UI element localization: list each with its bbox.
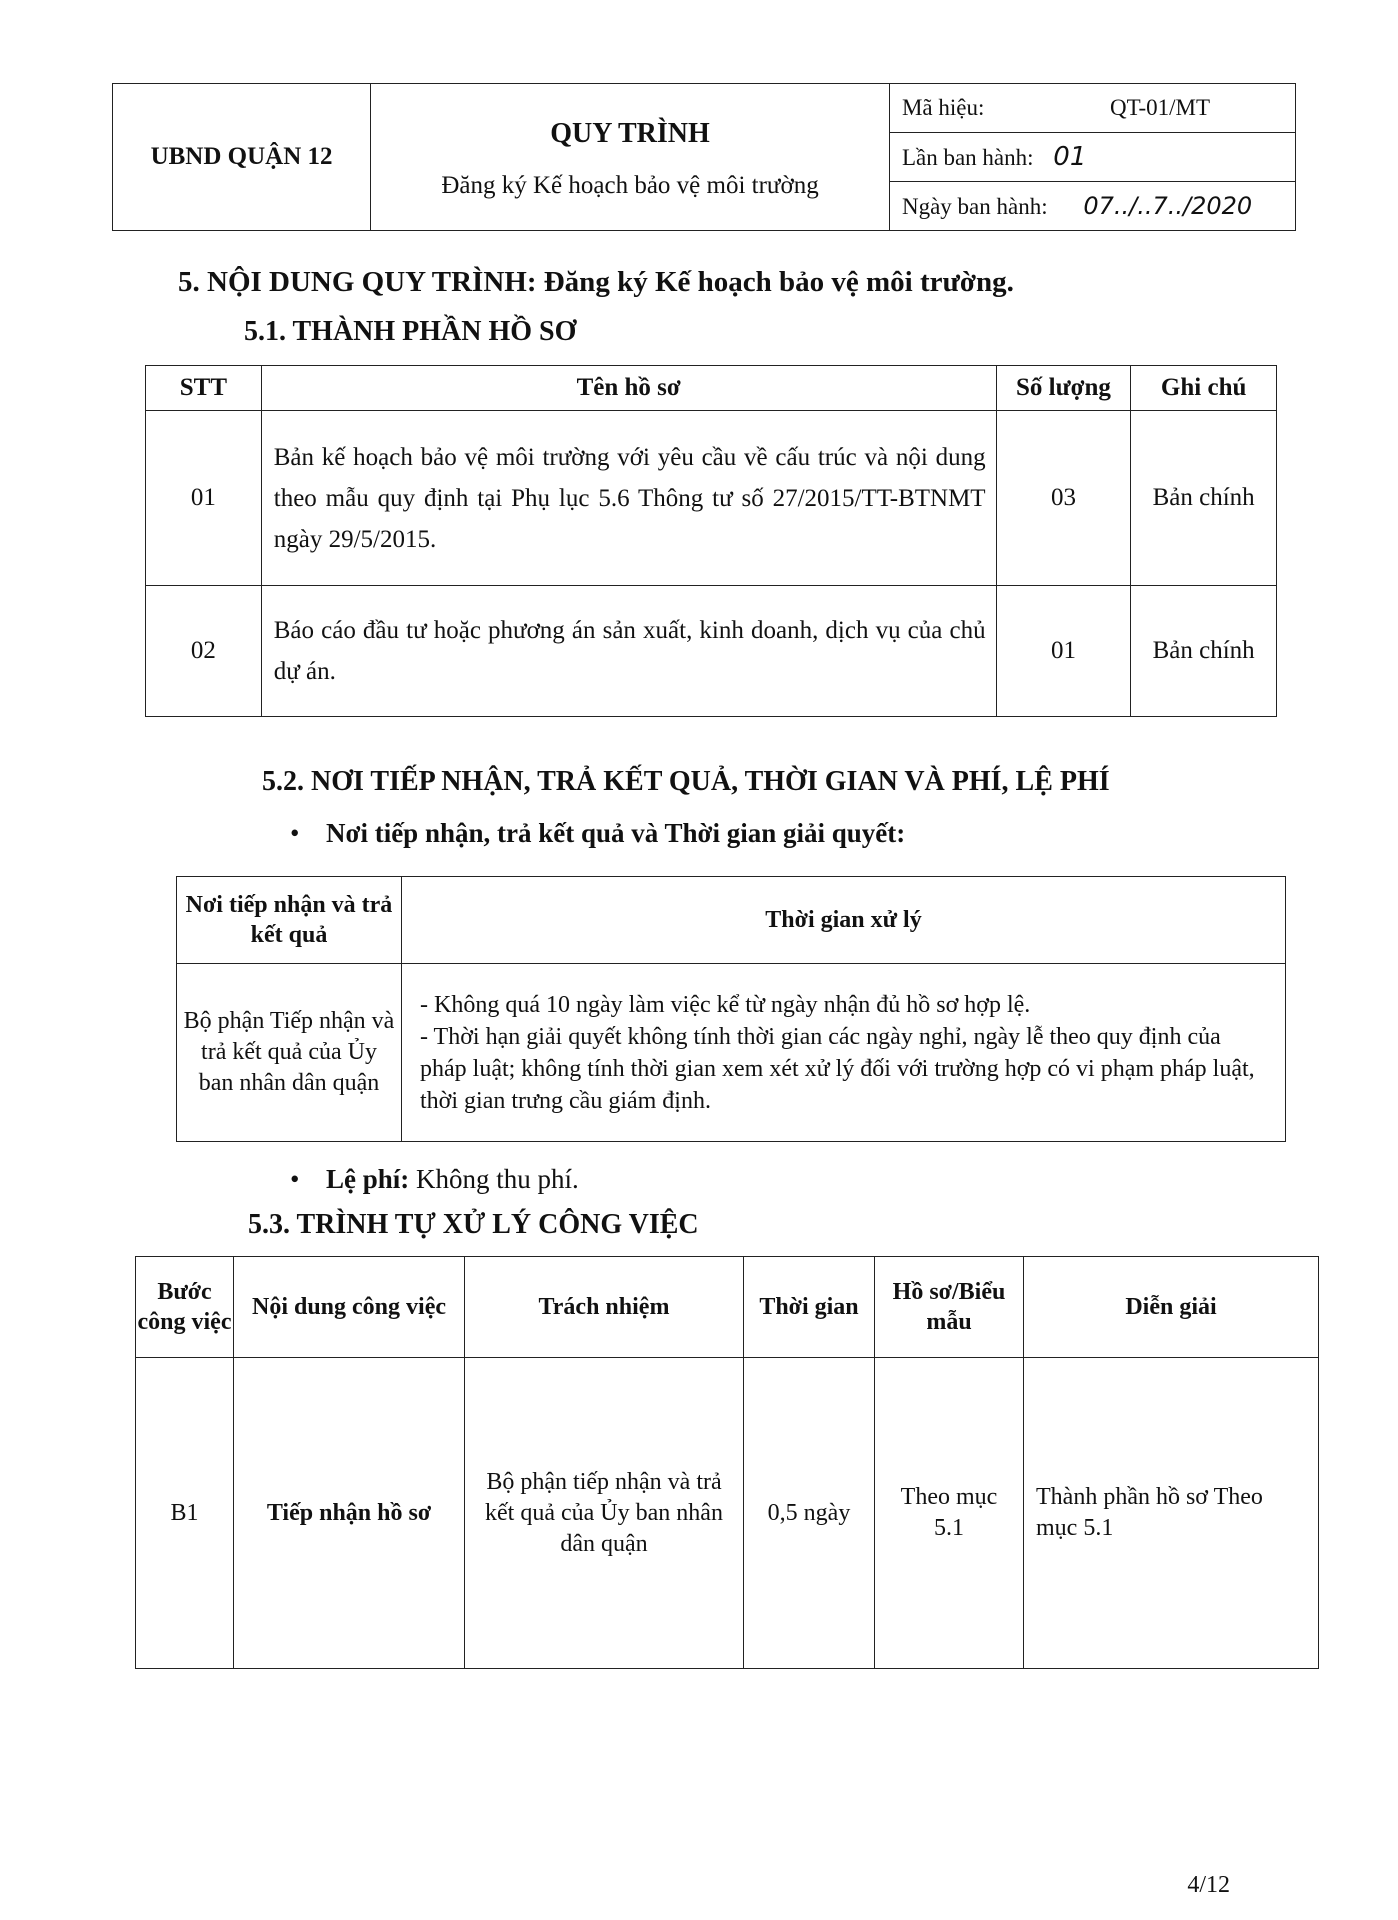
date-label: Ngày ban hành: (901, 194, 1048, 219)
issue-label: Lần ban hành: (901, 145, 1034, 170)
bullet-reception-text: Nơi tiếp nhận, trả kết quả và Thời gian giải quyết: (326, 818, 906, 848)
bullet-icon: • (290, 1164, 300, 1194)
column-header: Diễn giải (1024, 1257, 1319, 1358)
page-number: 4/12 (1187, 1872, 1230, 1898)
document-name: Báo cáo đầu tư hoặc phương án sản xuất, kinh doanh, dịch vụ của chủ dự án. (261, 586, 996, 717)
code-cell (889, 84, 1295, 133)
step-form: Theo mục 5.1 (875, 1358, 1024, 1669)
column-header: Trách nhiệm (465, 1257, 744, 1358)
processing-time-line: - Thời hạn giải quyết không tính thời gian các ngày nghỉ, ngày lễ theo quy định của pháp luật; không tính thời gian xem xét xử lý đối với trường hợp có vi phạm pháp luật, thời gian trưng cầu giám định. (420, 1023, 1255, 1114)
organization-cell (113, 84, 371, 231)
document-quantity: 01 (996, 586, 1131, 717)
document-note: Bản chính (1131, 586, 1277, 717)
date-value: 07../..7../2020 (1083, 192, 1253, 220)
column-header: STT (146, 366, 262, 411)
table-header-row (177, 877, 1286, 964)
processing-time-line: - Không quá 10 ngày làm việc kể từ ngày nhận đủ hồ sơ hợp lệ. (420, 991, 1031, 1018)
table-row (146, 411, 1277, 586)
workflow-table (135, 1256, 1319, 1669)
procedure-cell (371, 84, 890, 231)
table-header-row (136, 1257, 1319, 1358)
column-header: Hồ sơ/Biểu mẫu (875, 1257, 1024, 1358)
section-5-2-title: 5.2. NƠI TIẾP NHẬN, TRẢ KẾT QUẢ, THỜI GIAN VÀ PHÍ, LỆ PHÍ (262, 766, 1110, 797)
issue-cell (889, 133, 1295, 182)
table-header-row (146, 366, 1277, 411)
column-header: Thời gian (744, 1257, 875, 1358)
procedure-name: Đăng ký Kế hoạch bảo vệ môi trường (441, 172, 819, 199)
table-row (136, 1358, 1319, 1669)
step-code: B1 (136, 1358, 234, 1669)
document-quantity: 03 (996, 411, 1131, 586)
step-explanation: Thành phần hồ sơ Theo mục 5.1 (1024, 1358, 1319, 1669)
column-header: Ghi chú (1131, 366, 1277, 411)
step-responsible: Bộ phận tiếp nhận và trả kết quả của Ủy ban nhân dân quận (465, 1358, 744, 1669)
step-content: Tiếp nhận hồ sơ (234, 1358, 465, 1669)
section-5-title: 5. NỘI DUNG QUY TRÌNH: Đăng ký Kế hoạch bảo vệ môi trường. (178, 266, 1014, 298)
fee-value: Không thu phí. (416, 1164, 579, 1194)
section-5-1-title: 5.1. THÀNH PHẦN HỒ SƠ (244, 316, 577, 347)
column-header-time: Thời gian xử lý (402, 877, 1286, 964)
processing-time (402, 964, 1286, 1142)
bullet-reception (290, 818, 905, 849)
table-row (146, 586, 1277, 717)
document-header (112, 83, 1296, 231)
document-note: Bản chính (1131, 411, 1277, 586)
documents-table (145, 365, 1277, 717)
document-type: QUY TRÌNH (550, 118, 710, 149)
column-header: Nội dung công việc (234, 1257, 465, 1358)
row-number: 02 (146, 586, 262, 717)
date-cell (889, 182, 1295, 231)
reception-table (176, 876, 1286, 1142)
column-header: Tên hồ sơ (261, 366, 996, 411)
fee-label: Lệ phí: (326, 1164, 410, 1194)
document-name: Bản kế hoạch bảo vệ môi trường với yêu cầu về cấu trúc và nội dung theo mẫu quy định tại Phụ lục 5.6 Thông tư số 27/2015/TT-BTNMT ngày 29/5/2015. (261, 411, 996, 586)
table-row (177, 964, 1286, 1142)
row-number: 01 (146, 411, 262, 586)
section-5-3-title: 5.3. TRÌNH TỰ XỬ LÝ CÔNG VIỆC (248, 1209, 699, 1240)
column-header: Bước công việc (136, 1257, 234, 1358)
organization-name: UBND QUẬN 12 (150, 143, 333, 170)
bullet-fee (290, 1164, 579, 1195)
column-header-place: Nơi tiếp nhận và trả kết quả (177, 877, 402, 964)
column-header: Số lượng (996, 366, 1131, 411)
code-value: QT-01/MT (1109, 95, 1211, 120)
reception-place: Bộ phận Tiếp nhận và trả kết quả của Ủy ban nhân dân quận (177, 964, 402, 1142)
issue-value: 01 (1053, 142, 1087, 172)
bullet-icon: • (290, 818, 300, 848)
step-time: 0,5 ngày (744, 1358, 875, 1669)
code-label: Mã hiệu: (901, 95, 985, 120)
